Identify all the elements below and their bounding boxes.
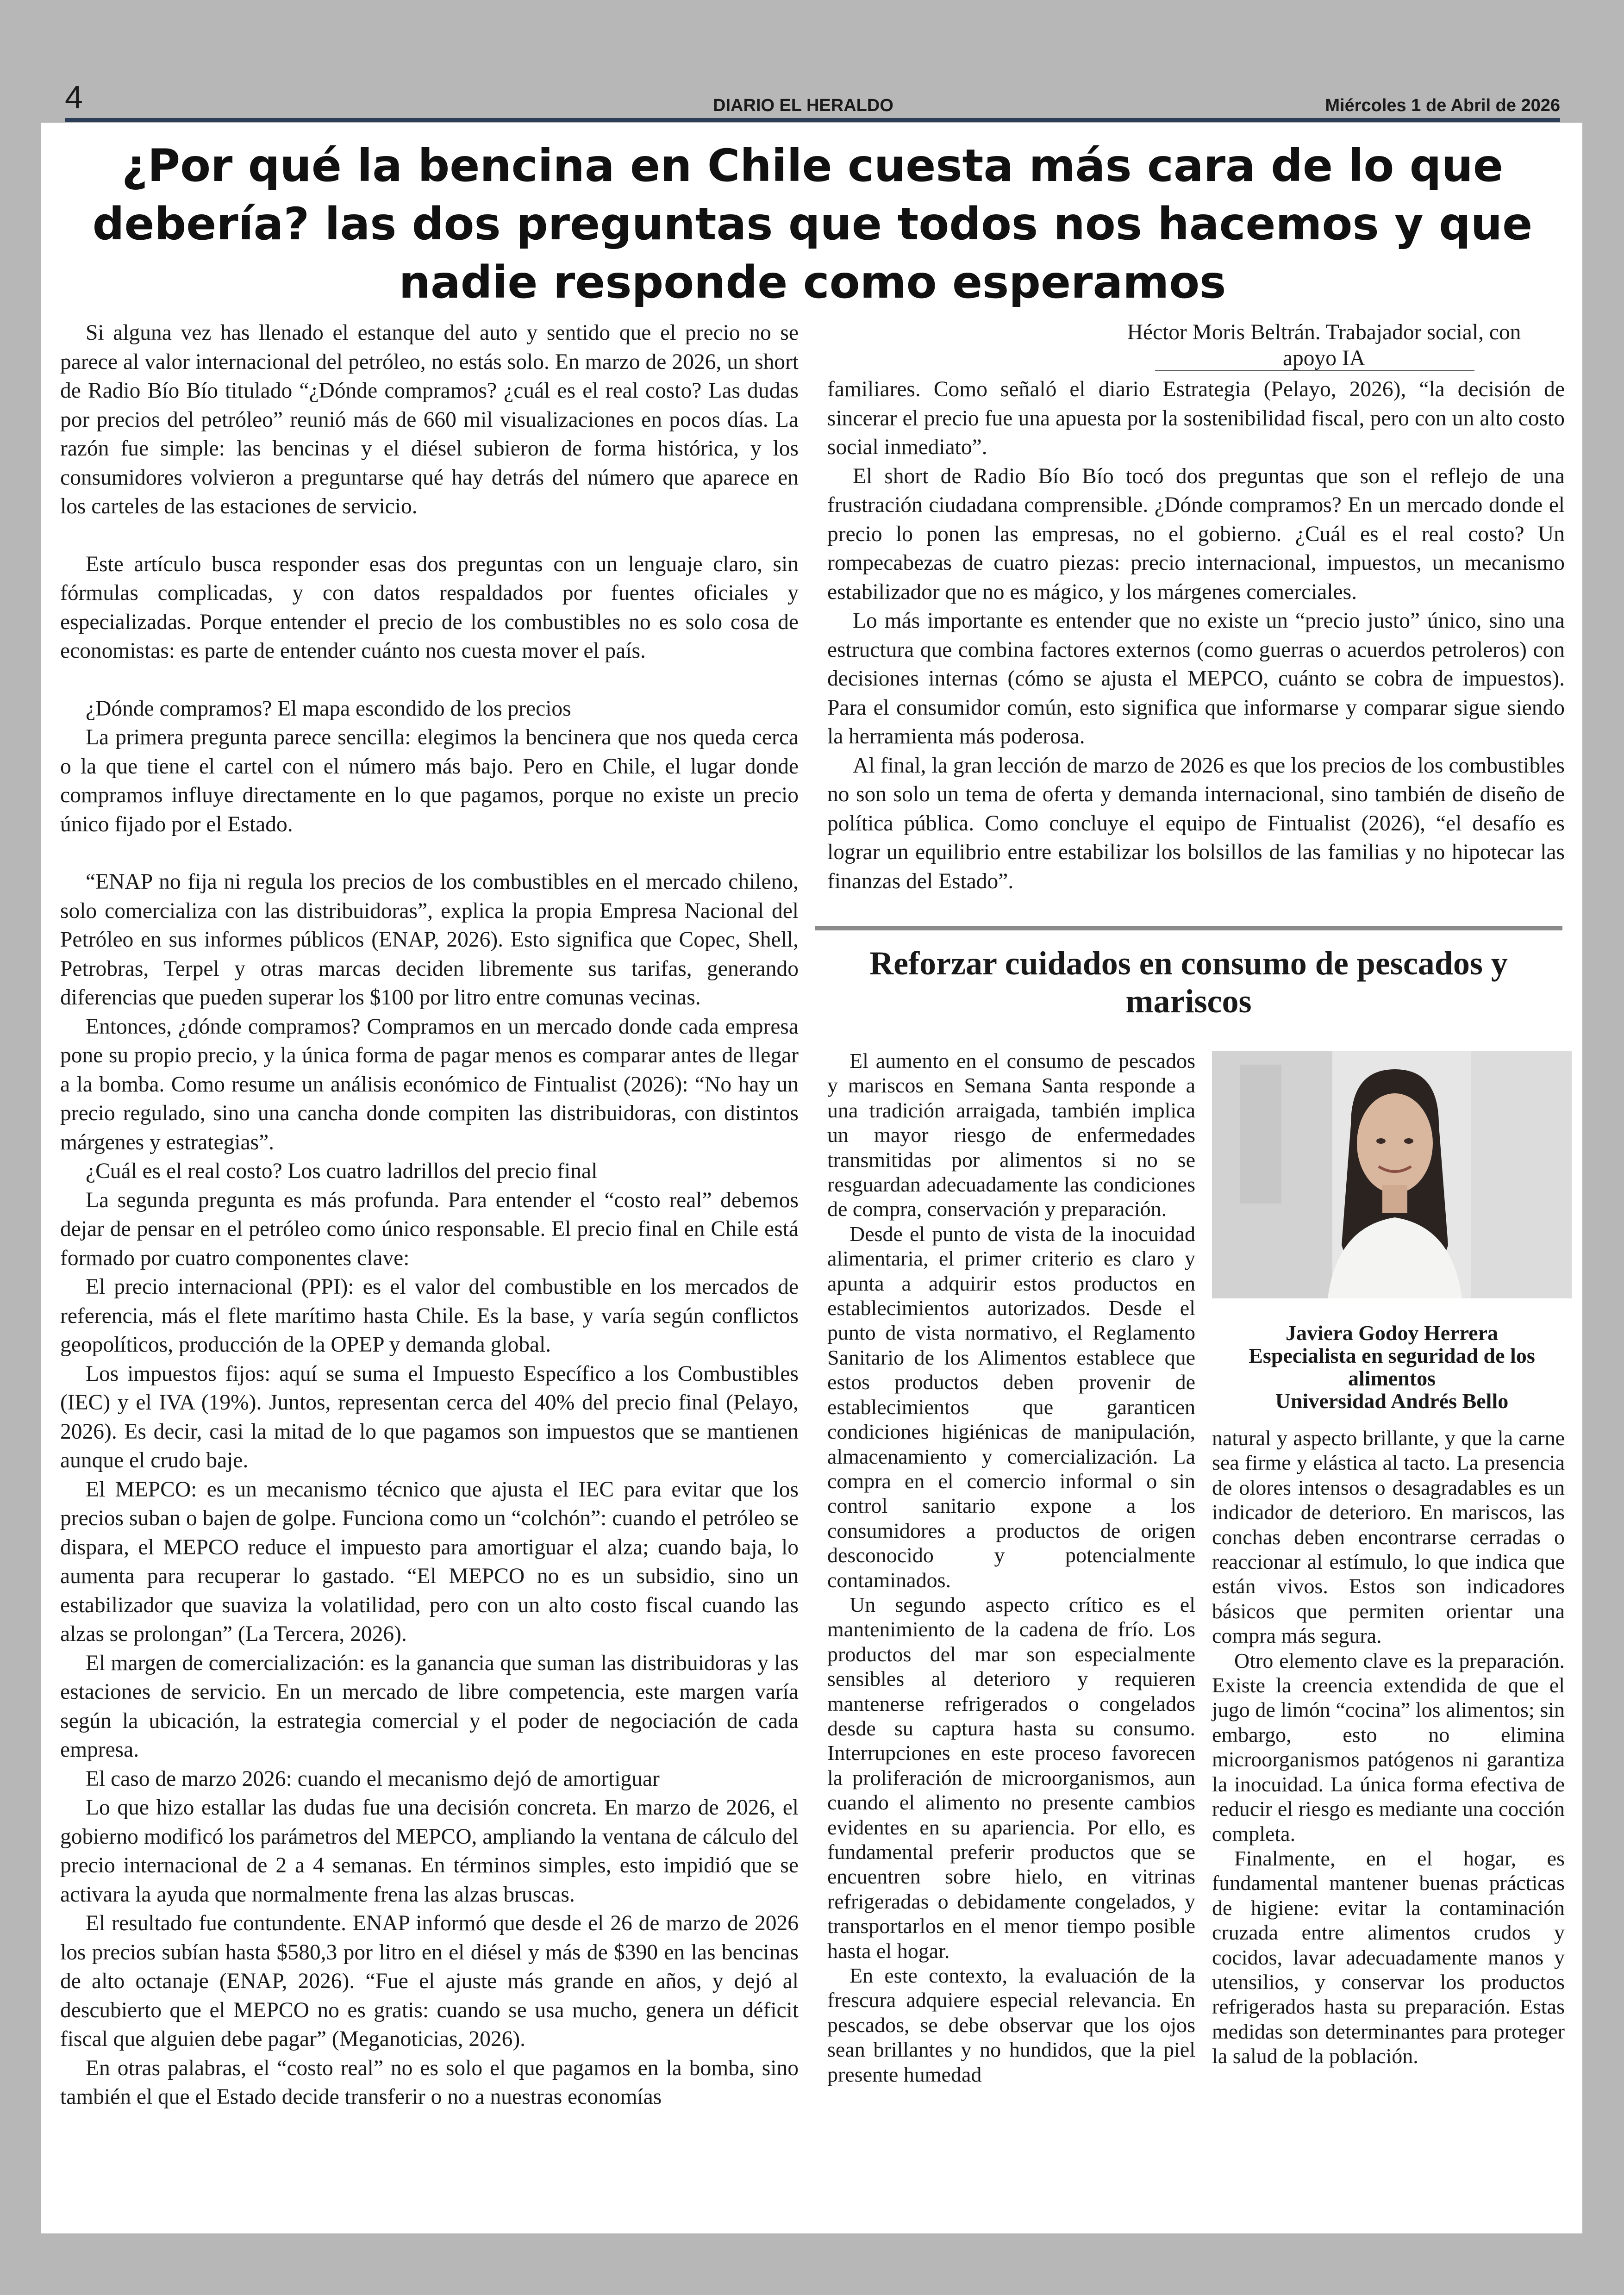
article-paragraph: Un segundo aspecto crítico es el mantenimiento de la cadena de frío. Los productos del mar son especialmente sensibles al deterioro y requieren mantenerse refrigerados o congelados desde su captura hasta su consumo. Interrupciones en este proceso favorecen la proliferación de microorganismos, aun cuando el alimento no presente cambios evidentes en su apariencia. Por ello, es fundamental preferir productos que se encuentren sobre hielo, en vitrinas refrigeradas o debidamente congelados, y transportarlos en el menor tiempo posible hasta el hogar. xyxy=(827,1592,1195,1963)
author-photo xyxy=(1212,1051,1572,1298)
portrait-illustration xyxy=(1212,1051,1572,1298)
article-byline: Héctor Moris Beltrán. Trabajador social, con apoyo IA xyxy=(1127,320,1521,370)
article-paragraph: El MEPCO: es un mecanismo técnico que ajusta el IEC para evitar que los precios suban o bajen de golpe. Funciona como un “colchón”: cuando el petróleo se dispara, el MEPCO reduce el impuesto para amortiguar el alza; cuando baja, lo aumenta para recuperar lo gastado. “El MEPCO no es un subsidio, sino un estabilizador que suaviza la volatilidad, pero con un alto costo fiscal cuando las alzas se prolongan” (La Tercera, 2026). xyxy=(60,1477,799,1646)
main-article-column-left xyxy=(60,318,799,2112)
photo-caption xyxy=(1212,1322,1572,1412)
article-paragraph: En otras palabras, el “costo real” no es solo el que pagamos en la bomba, sino también el que el Estado decide transferir o no a nuestras economías xyxy=(60,2056,799,2109)
article-paragraph-continued: familiares. Como señaló el diario Estrategia (Pelayo, 2026), “la decisión de sincerar el precio fue una apuesta por la sostenibilidad fiscal, pero con un alto costo social inmediato”. xyxy=(827,377,1565,459)
article-paragraph-continued: natural y aspecto brillante, y que la carne sea firme y elástica al tacto. La presencia de olores intensos o desagradables es un indicador de deterioro. En mariscos, las conchas deben encontrarse cerradas o reaccionar al estímulo, lo que indica que están vivos. Estos son indicadores básicos que permiten orientar una compra más segura. xyxy=(1212,1426,1565,1648)
header-divider xyxy=(65,118,1560,122)
article-paragraph: “ENAP no fija ni regula los precios de los combustibles en el mercado chileno, solo comercializa con las distribuidoras”, explica la propia Empresa Nacional del Petróleo en sus informes públicos (ENAP, 2026). Esto significa que Copec, Shell, Petrobras, Terpel y otras marcas deciden libremente sus tarifas, generando diferencias que pueden superar los $100 por litro entre comunas vecinas. xyxy=(60,870,799,1010)
section-subheading: ¿Dónde compramos? El mapa escondido de los precios xyxy=(86,696,571,721)
second-article-column-left xyxy=(827,1048,1195,2087)
section-subheading: El caso de marzo 2026: cuando el mecanismo dejó de amortiguar xyxy=(86,1766,660,1791)
article-paragraph: El aumento en el consumo de pescados y mariscos en Semana Santa responde a una tradición arraigada, también implica un mayor riesgo de enfermedades transmitidas por alimentos si no se resguardan adecuadamente las condiciones de compra, conservación y preparación. xyxy=(827,1049,1195,1221)
byline-underline xyxy=(1155,370,1474,371)
article-paragraph: La primera pregunta parece sencilla: elegimos la bencinera que nos queda cerca o la que tiene el cartel con el número más bajo. Pero en Chile, el lugar donde compramos influye directamente en lo que pagamos, porque no existe un precio único fijado por el Estado. xyxy=(60,725,799,836)
main-article-column-right xyxy=(827,375,1565,896)
article-paragraph: Al final, la gran lección de marzo de 2026 es que los precios de los combustibles no son solo un tema de oferta y demanda internacional, sino también de diseño de política pública. Como concluye el equipo de Fintualist (2026), “el desafío es lograr un equilibrio entre estabilizar los bolsillos de las familias y no hipotecar las finanzas del Estado”. xyxy=(827,753,1565,893)
article-paragraph: El margen de comercialización: es la ganancia que suman las distribuidoras y las estaciones de servicio. En un mercado de libre competencia, este margen varía según la ubicación, la estrategia comercial y el poder de negociación de cada empresa. xyxy=(60,1651,799,1762)
article-paragraph: Entonces, ¿dónde compramos? Compramos en un mercado donde cada empresa pone su propio precio, y la única forma de pagar menos es comparar antes de llegar a la bomba. Como resume un análisis económico de Fintualist (2026): “No hay un precio regulado, sino una cancha donde compiten las distribuidoras, con distintos márgenes y estrategias”. xyxy=(60,1014,799,1154)
article-paragraph: Este artículo busca responder esas dos preguntas con un lenguaje claro, sin fórmulas complicadas, y con datos respaldados por fuentes oficiales y especializadas. Porque entender el precio de los combustibles no es solo cosa de economistas: es parte de entender cuánto nos cuesta mover el país. xyxy=(60,552,799,663)
article-paragraph: Si alguna vez has llenado el estanque del auto y sentido que el precio no se parece al valor internacional del petróleo, no estás solo. En marzo de 2026, un short de Radio Bío Bío titulado “¿Dónde compramos? ¿cuál es el real costo? Las dudas por precios del petróleo” reunió más de 660 mil visualizaciones en pocos días. La razón fue simple: las bencinas y el diésel subieron de forma histórica, y los consumidores volvieron a preguntarse qué hay detrás del número que aparece en los carteles de las estaciones de servicio. xyxy=(60,321,799,518)
article-paragraph: Los impuestos fijos: aquí se suma el Impuesto Específico a los Combustibles (IEC) y el IVA (19%). Juntos, representan cerca del 40% del precio final (Pelayo, 2026). Es decir, casi la mitad de lo que pagamos son impuestos que se mantienen aunque el crudo baje. xyxy=(60,1361,799,1472)
article-paragraph: Desde el punto de vista de la inocuidad alimentaria, el primer criterio es claro y apunta a adquirir estos productos en establecimientos autorizados. Desde el punto de vista normativo, el Reglamento Sanitario de los Alimentos establece que estos productos deben provenir de establecimientos que garanticen condiciones higiénicas de manipulación, almacenamiento y comercialización. La compra en el comercio informal o sin control sanitario expone a los consumidores a productos de origen desconocido y potencialmente contaminados. xyxy=(827,1222,1195,1592)
issue-date: Miércoles 1 de Abril de 2026 xyxy=(1325,96,1560,115)
article-paragraph: En este contexto, la evaluación de la frescura adquiere especial relevancia. En pescados, se debe observar que los ojos sean brillantes y no hundidos, que la piel presente humedad xyxy=(827,1964,1195,2086)
article-paragraph: Otro elemento clave es la preparación. Existe la creencia extendida de que el jugo de limón “cocina” los alimentos; sin embargo, esto no elimina microorganismos patógenos ni garantiza la inocuidad. La única forma efectiva de reducir el riesgo es mediante una cocción completa. xyxy=(1212,1648,1565,1846)
section-divider xyxy=(815,926,1562,930)
second-article-column-right xyxy=(1212,1426,1565,2069)
caption-role: Especialista en seguridad de los alimentos xyxy=(1249,1344,1535,1390)
article-paragraph: Finalmente, en el hogar, es fundamental mantener buenas prácticas de higiene: evitar la contaminación cruzada entre alimentos crudos y cocidos, lavar adecuadamente manos y utensilios, y conservar los productos refrigerados hasta su preparación. Estas medidas son determinantes para proteger la salud de la población. xyxy=(1212,1846,1565,2068)
page-number: 4 xyxy=(65,79,83,115)
article-paragraph: Lo que hizo estallar las dudas fue una decisión concreta. En marzo de 2026, el gobierno modificó los parámetros del MEPCO, ampliando la ventana de cálculo del precio internacional de 2 a 4 semanas. En términos simples, esto impidió que se activara la ayuda que normalmente frena las alzas bruscas. xyxy=(60,1796,799,1907)
article-paragraph: El short de Radio Bío Bío tocó dos preguntas que son el reflejo de una frustración ciudadana comprensible. ¿Dónde compramos? En un mercado donde el precio lo ponen las empresas, no el gobierno. ¿Cuál es el real costo? Un rompecabezas de cuatro piezas: precio internacional, impuestos, un mecanismo estabilizador que no es mágico, y los márgenes comerciales. xyxy=(827,464,1565,604)
article-paragraph: El resultado fue contundente. ENAP informó que desde el 26 de marzo de 2026 los precios subían hasta $580,3 por litro en el diésel y más de $390 en las bencinas de alto octanaje (ENAP, 2026). “Fue el ajuste más grande en años, y dejó al descubierto que el MEPCO no es gratis: cuando se usa mucho, genera un déficit fiscal que alguien debe pagar” (Meganoticias, 2026). xyxy=(60,1911,799,2051)
article-paragraph: Lo más importante es entender que no existe un “precio justo” único, sino una estructura que combina factores externos (como guerras o acuerdos petroleros) con decisiones internas (cómo se ajusta el MEPCO, cuánto se cobra de impuestos). Para el consumidor común, esto significa que informarse y comparar sigue siendo la herramienta más poderosa. xyxy=(827,609,1565,748)
caption-name: Javiera Godoy Herrera xyxy=(1285,1321,1498,1345)
main-headline: ¿Por qué la bencina en Chile cuesta más cara de lo que debería? las dos preguntas que todos nos hacemos y que nadie responde como esperamos xyxy=(92,140,1533,308)
article-paragraph: El precio internacional (PPI): es el valor del combustible en los mercados de referencia, más el flete marítimo hasta Chile. Es la base, y varía según conflictos geopolíticos, producción de la OPEP y demanda global. xyxy=(60,1275,799,1357)
caption-institution: Universidad Andrés Bello xyxy=(1275,1389,1509,1413)
article-paragraph: La segunda pregunta es más profunda. Para entender el “costo real” debemos dejar de pensar en el petróleo como único responsable. El precio final en Chile está formado por cuatro componentes clave: xyxy=(60,1188,799,1270)
section-subheading: ¿Cuál es el real costo? Los cuatro ladrillos del precio final xyxy=(86,1159,598,1183)
second-article-headline: Reforzar cuidados en consumo de pescados y mariscos xyxy=(869,945,1508,1020)
newspaper-name: DIARIO EL HERALDO xyxy=(713,96,893,115)
